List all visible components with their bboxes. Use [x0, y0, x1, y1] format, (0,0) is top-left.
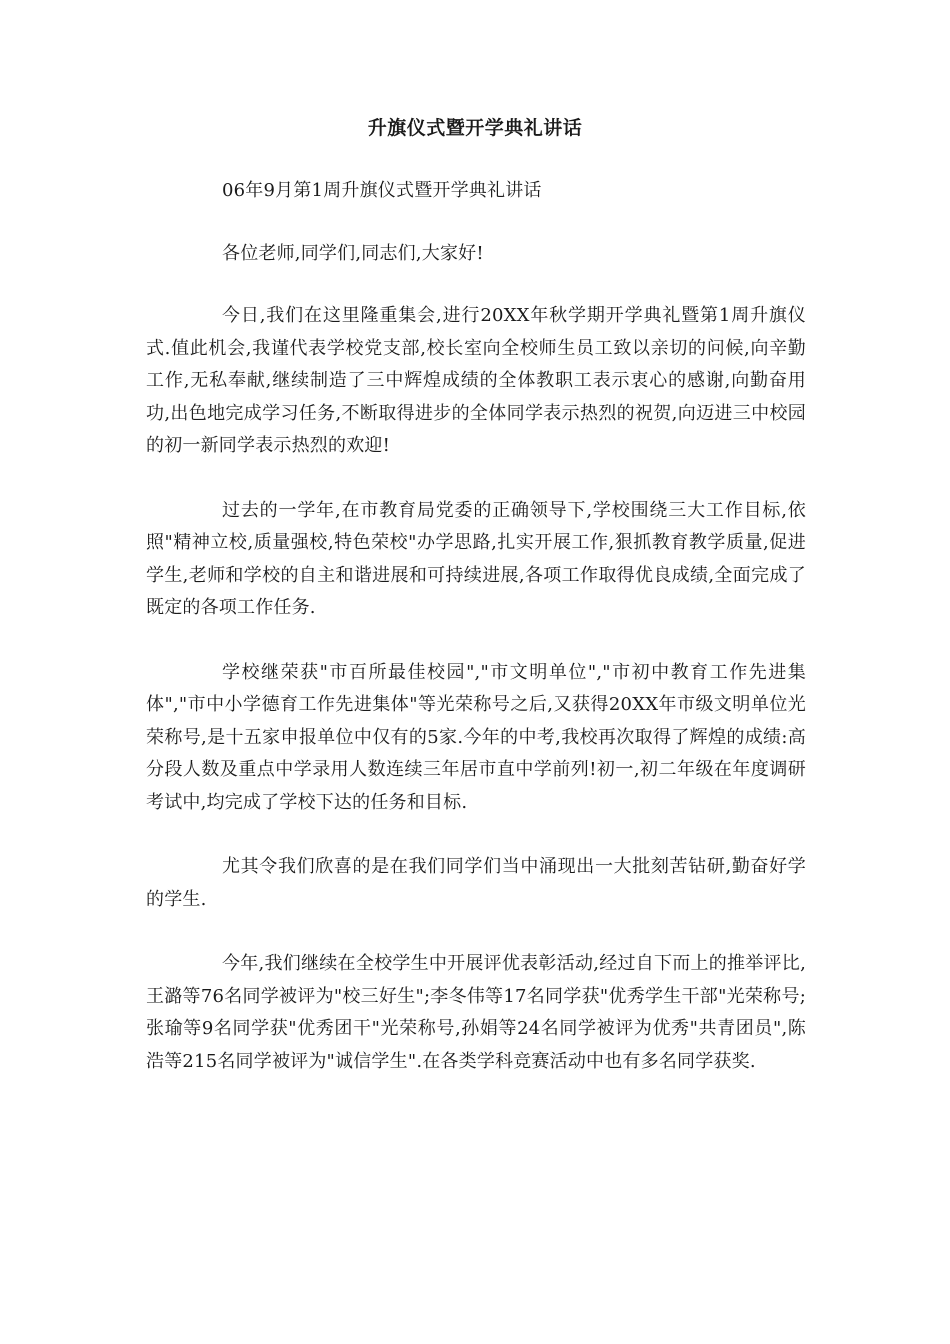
greeting-paragraph: 各位老师,同学们,同志们,大家好!: [222, 242, 484, 264]
honors-paragraph: 学校继荣获"市百所最佳校园","市文明单位","市初中教育工作先进集体","市中小学德育工作先进集体"等光荣称号之后,又获得20XX年市级文明单位光荣称号,是十五家申报单位中仅有的5家.今年的中考,我校再次取得了辉煌的成绩:高分段人数及重点中学录用人数连续三年居市直中学前列!初一,初二年级在年度调研考试中,均完成了学校下达的任务和目标.: [146, 661, 806, 813]
opening-paragraph: 今日,我们在这里隆重集会,进行20XX年秋学期开学典礼暨第1周升旗仪式.值此机会,我谨代表学校党支部,校长室向全校师生员工致以亲切的问候,向辛勤工作,无私奉献,继续制造了三中辉煌成绩的全体教职工表示衷心的感谢,向勤奋用功,出色地完成学习任务,不断取得进步的全体同学表示热烈的祝贺,向迈进三中校园的初一新同学表示热烈的欢迎!: [146, 305, 806, 456]
students-paragraph: 尤其令我们欣喜的是在我们同学们当中涌现出一大批刻苦钻研,勤奋好学的学生.: [146, 856, 806, 910]
document-title: 升旗仪式暨开学典礼讲话: [367, 117, 583, 139]
document-body: [146, 175, 806, 1110]
subtitle-line: 06年9月第1周升旗仪式暨开学典礼讲话: [222, 180, 542, 201]
review-paragraph: 过去的一学年,在市教育局党委的正确领导下,学校围绕三大工作目标,依照"精神立校,质量强校,特色荣校"办学思路,扎实开展工作,狠抓教育教学质量,促进学生,老师和学校的自主和谐进展和可持续进展,各项工作取得优良成绩,全面完成了既定的各项工作任务.: [146, 499, 806, 618]
awards-paragraph: 今年,我们继续在全校学生中开展评优表彰活动,经过自下而上的推举评比,王潞等76名同学被评为"校三好生";李冬伟等17名同学获"优秀学生干部"光荣称号;张瑜等9名同学获"优秀团干"光荣称号,孙娟等24名同学被评为优秀"共青团员",陈浩等215名同学被评为"诚信学生".在各类学科竞赛活动中也有多名同学获奖.: [146, 953, 806, 1072]
